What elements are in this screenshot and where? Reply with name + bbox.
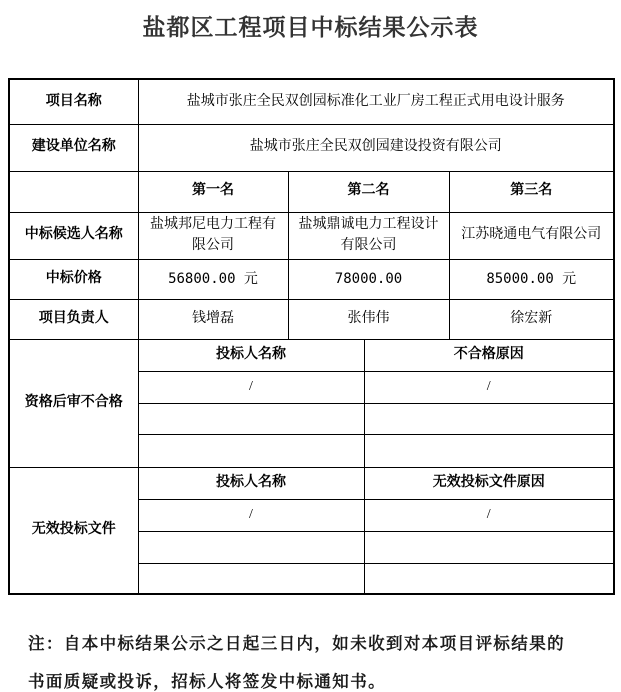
candidate-1: 盐城邦尼电力工程有限公司	[138, 212, 288, 259]
footer-note-line: 书面质疑或投诉，招标人将签发中标通知书。	[28, 672, 386, 691]
invalid-bidder-cell	[138, 531, 364, 563]
price-label: 中标价格	[9, 259, 138, 299]
manager-label: 项目负责人	[9, 299, 138, 339]
invalid-bidder-cell	[138, 563, 364, 594]
rank-2-header: 第二名	[288, 171, 449, 212]
invalid-reason-cell: /	[364, 499, 614, 531]
rank-3-header: 第三名	[449, 171, 614, 212]
invalid-reason-header: 无效投标文件原因	[364, 467, 614, 499]
disqualified-reason-cell	[364, 403, 614, 434]
manager-3: 徐宏新	[449, 299, 614, 339]
table-row	[9, 299, 614, 339]
manager-2: 张伟伟	[288, 299, 449, 339]
owner-value: 盐城市张庄全民双创园建设投资有限公司	[138, 124, 614, 171]
disqualified-label: 资格后审不合格	[9, 339, 138, 467]
table-row	[9, 339, 614, 371]
table-row	[9, 124, 614, 171]
price-3: 85000.00 元	[449, 259, 614, 299]
invalid-reason-cell	[364, 531, 614, 563]
price-2: 78000.00	[288, 259, 449, 299]
invalid-reason-cell	[364, 563, 614, 594]
disqualified-bidder-cell	[138, 434, 364, 467]
disqualified-bidder-cell	[138, 403, 364, 434]
project-name-value: 盐城市张庄全民双创园标准化工业厂房工程正式用电设计服务	[138, 79, 614, 124]
disqualified-reason-header: 不合格原因	[364, 339, 614, 371]
rank-empty-cell	[9, 171, 138, 212]
project-name-label: 项目名称	[9, 79, 138, 124]
table-row	[9, 259, 614, 299]
candidates-label: 中标候选人名称	[9, 212, 138, 259]
manager-1: 钱增磊	[138, 299, 288, 339]
page-title: 盐都区工程项目中标结果公示表	[142, 15, 479, 40]
disqualified-reason-cell: /	[364, 371, 614, 403]
candidate-2: 盐城鼎诚电力工程设计有限公司	[288, 212, 449, 259]
invalid-bids-label: 无效投标文件	[9, 467, 138, 594]
rank-1-header: 第一名	[138, 171, 288, 212]
table-row	[9, 467, 614, 499]
owner-label: 建设单位名称	[9, 124, 138, 171]
disqualified-bidder-cell: /	[138, 371, 364, 403]
disqualified-bidder-header: 投标人名称	[138, 339, 364, 371]
disqualified-reason-cell	[364, 434, 614, 467]
invalid-bidder-cell: /	[138, 499, 364, 531]
candidate-3: 江苏晓通电气有限公司	[449, 212, 614, 259]
table-row	[9, 79, 614, 124]
footer-note	[28, 625, 599, 692]
invalid-bidder-header: 投标人名称	[138, 467, 364, 499]
table-row	[9, 212, 614, 259]
price-1: 56800.00 元	[138, 259, 288, 299]
bid-results-table	[8, 78, 615, 595]
table-row	[9, 171, 614, 212]
footer-note-line: 注：自本中标结果公示之日起三日内，如未收到对本项目评标结果的	[28, 634, 565, 653]
